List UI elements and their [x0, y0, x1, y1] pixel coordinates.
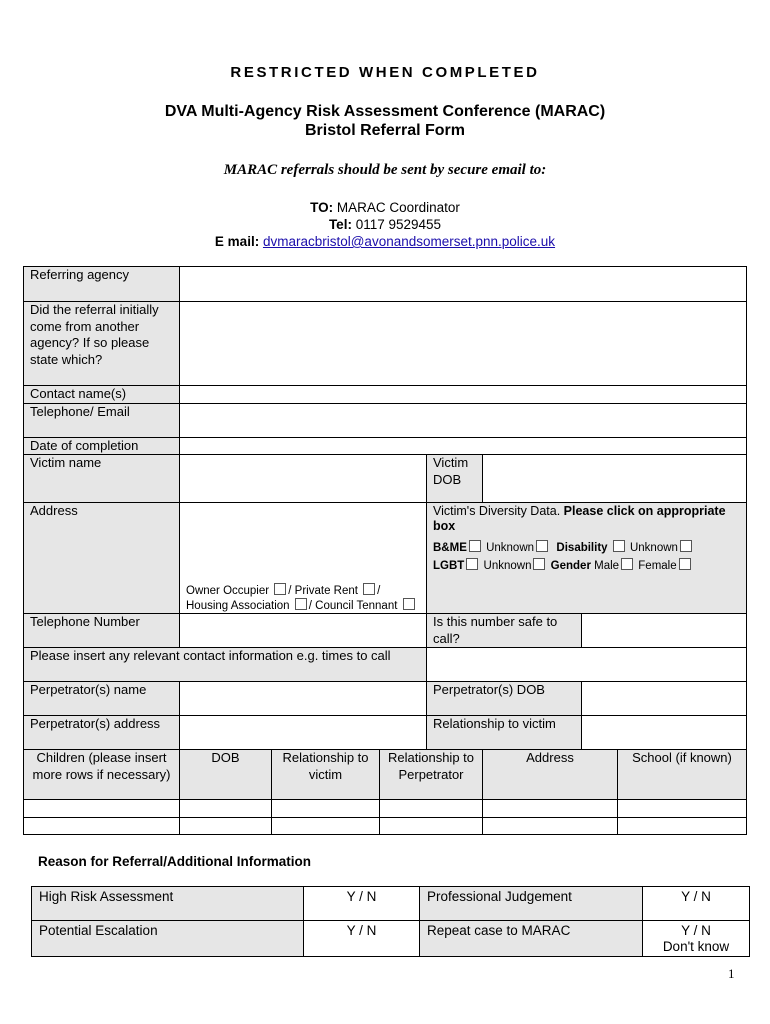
housing-association-checkbox[interactable]: [295, 598, 307, 610]
tenure-options: [186, 583, 426, 613]
child-row-1-dob[interactable]: [180, 800, 272, 818]
disability-unknown-checkbox[interactable]: [680, 540, 692, 552]
telephone-email-label: Telephone/ Email: [24, 403, 180, 437]
council-tennant-label: / Council Tennant: [308, 600, 398, 612]
lgbt-checkbox[interactable]: [466, 558, 478, 570]
referring-agency-field[interactable]: [180, 267, 747, 302]
referral-origin-field[interactable]: [180, 302, 747, 386]
perp-name-field[interactable]: [180, 682, 427, 716]
child-row-1-address[interactable]: [483, 800, 618, 818]
contact-email: [0, 234, 770, 249]
bme-label: B&ME: [433, 542, 467, 554]
diversity-lead: Victim's Diversity Data.: [433, 504, 561, 518]
form-subtitle: Bristol Referral Form: [304, 122, 466, 139]
form-title: DVA Multi-Agency Risk Assessment Conference (MARAC): [164, 103, 606, 120]
private-rent-label: / Private Rent: [288, 585, 358, 597]
lgbt-label: LGBT: [433, 560, 465, 572]
date-completion-label: Date of completion: [24, 437, 180, 455]
referral-origin-label: Did the referral initially come from another agency? If so please state which?: [24, 302, 180, 386]
victim-name-field[interactable]: [180, 455, 427, 503]
bme-unknown-label: Unknown: [486, 542, 535, 554]
relationship-victim-label: Relationship to victim: [427, 716, 582, 750]
child-row-1-rel-victim[interactable]: [272, 800, 380, 818]
insert-contact-label: Please insert any relevant contact information e.g. times to call: [24, 648, 427, 682]
telephone-number-label: Telephone Number: [24, 614, 180, 648]
owner-occupier-label: Owner Occupier: [186, 585, 270, 597]
address-label: Address: [24, 503, 180, 614]
perp-address-label: Perpetrator(s) address: [24, 716, 180, 750]
reason-heading: Reason for Referral/Additional Information: [38, 854, 312, 869]
send-instruction: MARAC referrals should be sent by secure email to:: [223, 162, 547, 178]
diversity-cell: [427, 503, 747, 614]
contact-names-label: Contact name(s): [24, 386, 180, 404]
safe-to-call-label: Is this number safe to call?: [427, 614, 582, 648]
disability-checkbox[interactable]: [613, 540, 625, 552]
victim-dob-label: Victim DOB: [427, 455, 483, 503]
contact-tel: [0, 217, 770, 232]
gender-label: Gender: [550, 560, 591, 572]
perp-dob-label: Perpetrator(s) DOB: [427, 682, 582, 716]
bme-checkbox[interactable]: [469, 540, 481, 552]
female-label: Female: [638, 560, 677, 572]
child-row-2-rel-victim[interactable]: [272, 818, 380, 835]
child-rel-victim-header: Relationship to victim: [272, 750, 380, 800]
victim-dob-field[interactable]: [483, 455, 747, 503]
potential-escalation-label: Potential Escalation: [32, 921, 304, 957]
safe-to-call-field[interactable]: [582, 614, 747, 648]
housing-association-label: Housing Association: [186, 600, 290, 612]
male-label: Male: [594, 560, 620, 572]
council-tennant-checkbox[interactable]: [403, 598, 415, 610]
date-completion-field[interactable]: [180, 437, 747, 455]
owner-occupier-checkbox[interactable]: [274, 583, 286, 595]
relationship-victim-field[interactable]: [582, 716, 747, 750]
lgbt-unknown-label: Unknown: [483, 560, 532, 572]
referring-agency-label: Referring agency: [24, 267, 180, 302]
victim-name-label: Victim name: [24, 455, 180, 503]
repeat-case-yn[interactable]: Y / N: [681, 923, 711, 938]
child-dob-header: DOB: [180, 750, 272, 800]
potential-escalation-yn[interactable]: Y / N: [304, 921, 420, 957]
child-row-2-address[interactable]: [483, 818, 618, 835]
separator: /: [377, 585, 381, 597]
children-header: Children (please insert more rows if necessary): [24, 750, 180, 800]
child-row-1-name[interactable]: [24, 800, 180, 818]
child-row-2-name[interactable]: [24, 818, 180, 835]
insert-contact-field[interactable]: [427, 648, 747, 682]
dont-know-option[interactable]: Don't know: [662, 939, 730, 954]
telephone-email-field[interactable]: [180, 403, 747, 437]
lgbt-unknown-checkbox[interactable]: [533, 558, 545, 570]
diversity-instruction: Please click on appropriate box: [433, 504, 726, 533]
perp-name-label: Perpetrator(s) name: [24, 682, 180, 716]
perp-address-field[interactable]: [180, 716, 427, 750]
child-row-2-dob[interactable]: [180, 818, 272, 835]
tel-value: 0117 9529455: [355, 217, 442, 232]
disability-unknown-label: Unknown: [629, 542, 678, 554]
private-rent-checkbox[interactable]: [363, 583, 375, 595]
child-row-2-school[interactable]: [618, 818, 747, 835]
to-value: MARAC Coordinator: [336, 200, 460, 215]
high-risk-label: High Risk Assessment: [32, 887, 304, 921]
telephone-number-field[interactable]: [180, 614, 427, 648]
reason-table: [31, 886, 750, 957]
contact-to: [0, 200, 770, 215]
child-row-1-school[interactable]: [618, 800, 747, 818]
restricted-heading: RESTRICTED WHEN COMPLETED: [230, 64, 540, 81]
repeat-case-label: Repeat case to MARAC: [420, 921, 643, 957]
tel-label: Tel:: [328, 217, 352, 232]
male-checkbox[interactable]: [621, 558, 633, 570]
child-row-1-rel-perp[interactable]: [380, 800, 483, 818]
high-risk-yn[interactable]: Y / N: [304, 887, 420, 921]
professional-judgement-yn[interactable]: Y / N: [643, 887, 750, 921]
child-address-header: Address: [483, 750, 618, 800]
female-checkbox[interactable]: [679, 558, 691, 570]
perp-dob-field[interactable]: [582, 682, 747, 716]
bme-unknown-checkbox[interactable]: [536, 540, 548, 552]
disability-label: Disability: [556, 542, 608, 554]
contact-names-field[interactable]: [180, 386, 747, 404]
page-number: 1: [728, 966, 735, 981]
referral-form-table: [23, 266, 747, 835]
email-link[interactable]: dvmaracbristol@avonandsomerset.pnn.police.uk: [262, 234, 556, 249]
email-label: E mail:: [214, 234, 260, 249]
address-field[interactable]: [180, 503, 427, 614]
child-row-2-rel-perp[interactable]: [380, 818, 483, 835]
repeat-case-cell[interactable]: [643, 921, 750, 957]
child-rel-perp-header: Relationship to Perpetrator: [380, 750, 483, 800]
professional-judgement-label: Professional Judgement: [420, 887, 643, 921]
child-school-header: School (if known): [618, 750, 747, 800]
to-label: TO:: [310, 200, 334, 215]
